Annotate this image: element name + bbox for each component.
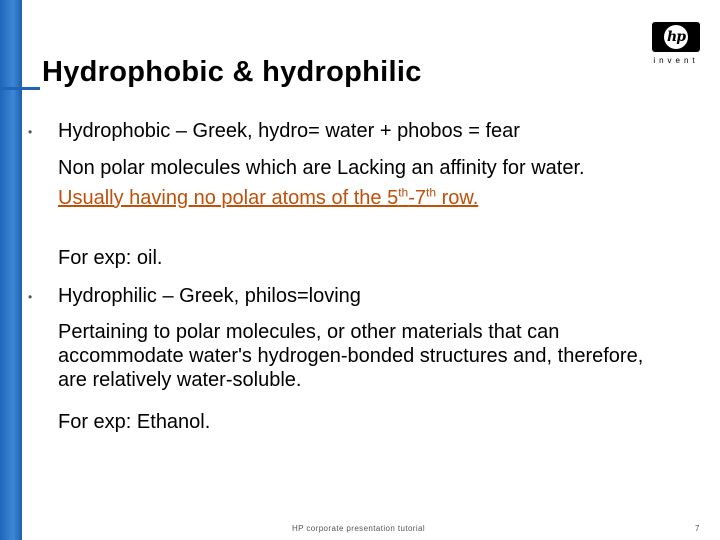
hp-logo	[652, 22, 700, 68]
bullet-glyph: •	[28, 125, 33, 139]
link-mid: -7	[408, 186, 427, 209]
hp-logo-box	[652, 22, 700, 52]
hydrophilic-example: For exp: Ethanol.	[58, 411, 211, 433]
polar-atoms-link[interactable]	[58, 187, 478, 209]
link-sup-th-2: th	[426, 185, 437, 199]
page-number: 7	[695, 524, 700, 533]
left-accent-bar	[0, 0, 22, 540]
bullet-heading-hydrophilic: Hydrophilic – Greek, philos=loving	[58, 285, 361, 307]
slide-title: Hydrophobic & hydrophilic	[42, 56, 422, 88]
title-rule	[0, 87, 40, 90]
hp-logo-circle	[664, 25, 688, 49]
link-suffix: row.	[436, 186, 479, 209]
hp-logo-tagline: invent	[653, 56, 699, 65]
hp-logo-mark: hp	[667, 29, 685, 45]
hydrophobic-description-text: Non polar molecules which are Lacking an affinity for water.	[58, 157, 585, 179]
link-prefix: Usually having no polar atoms of the 5	[58, 186, 399, 209]
hydrophobic-description	[58, 156, 638, 210]
hydrophobic-example: For exp: oil.	[58, 247, 163, 269]
link-sup-th-1: th	[398, 185, 409, 199]
hydrophilic-description: Pertaining to polar molecules, or other materials that can accommodate water's hydrogen-bonded structures and, therefore, are relatively water-soluble.	[58, 321, 644, 391]
footer-text: HP corporate presentation tutorial	[292, 524, 426, 533]
bullet-glyph: •	[28, 290, 33, 304]
bullet-heading-hydrophobic: Hydrophobic – Greek, hydro= water + phobos = fear	[58, 120, 520, 142]
